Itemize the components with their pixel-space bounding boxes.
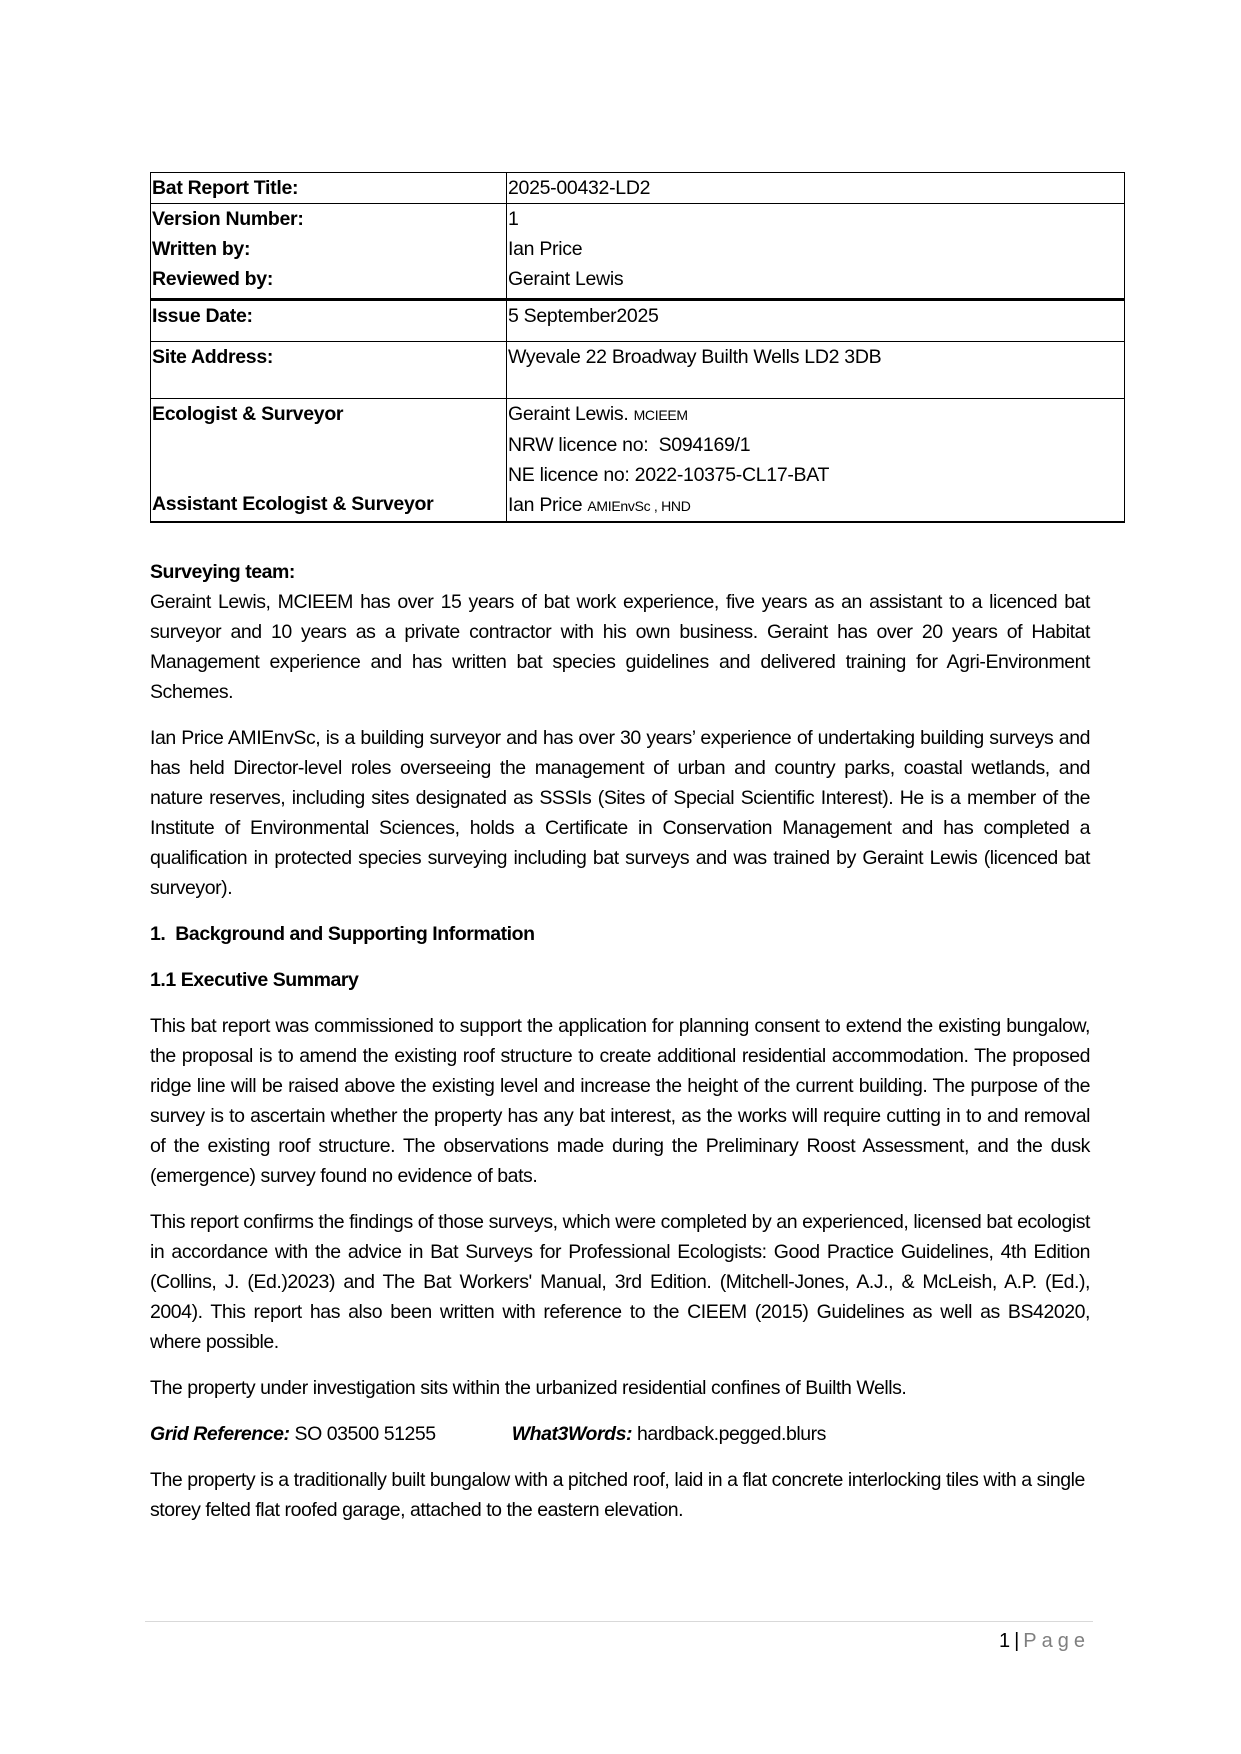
location-line	[150, 1419, 1090, 1449]
page-separator: |	[1014, 1630, 1020, 1652]
what3words-label: What3Words:	[511, 1423, 633, 1445]
assistant-ecologist-label: Assistant Ecologist & Surveyor	[152, 493, 434, 515]
ecologist-name: Geraint Lewis. MCIEEM	[508, 403, 688, 425]
assistant-ecologist-name: Ian Price AMIEnvSc , HND	[508, 494, 691, 516]
table-row	[151, 300, 1125, 342]
table-row	[151, 173, 1125, 204]
footer-divider	[145, 1621, 1093, 1622]
written-by-label: Written by:	[152, 238, 251, 260]
page-number: 1	[998, 1630, 1011, 1652]
executive-summary-paragraph: The property under investigation sits within the urbanized residential confines of Builth Wells.	[150, 1377, 907, 1399]
document-body	[150, 557, 1090, 1541]
written-by-value: Ian Price	[508, 238, 583, 260]
surveying-team-heading: Surveying team:	[150, 561, 295, 583]
what3words-value: hardback.pegged.blurs	[632, 1423, 826, 1445]
issue-date-label: Issue Date:	[151, 300, 507, 342]
site-address-value: Wyevale 22 Broadway Builth Wells LD2 3DB	[507, 342, 1125, 399]
table-row	[151, 204, 1125, 300]
table-row	[151, 399, 1125, 523]
table-row	[151, 342, 1125, 399]
ecologist-credentials: MCIEEM	[633, 407, 688, 423]
surveying-team-paragraph: Ian Price AMIEnvSc, is a building surveyor and has over 30 years’ experience of undertaking building surveys and has held Director-level roles overseeing the management of urban and country parks, coastal wetlands, and nature reserves, including sites designated as SSSIs (Sites of Special Scientific Interest). He is a member of the Institute of Environmental Sciences, holds a Certificate in Conservation Management and has completed a qualification in protected species surveying including bat surveys and was trained by Geraint Lewis (licenced bat surveyor).	[150, 727, 1090, 899]
report-title-value: 2025-00432-LD2	[507, 173, 1125, 204]
grid-reference-label: Grid Reference:	[150, 1423, 290, 1445]
ecologist-label: Ecologist & Surveyor	[152, 403, 344, 425]
grid-reference-value: SO 03500 51255	[289, 1423, 436, 1445]
issue-date-value: 5 September2025	[507, 300, 1125, 342]
section-heading: 1. Background and Supporting Information	[150, 923, 535, 945]
version-number-value: 1	[508, 208, 519, 230]
subsection-heading: 1.1 Executive Summary	[150, 969, 359, 991]
page-label: Page	[1023, 1630, 1090, 1652]
page-number-footer	[985, 1627, 1090, 1655]
reviewed-by-value: Geraint Lewis	[508, 268, 624, 290]
executive-summary-paragraph: This bat report was commissioned to support the application for planning consent to extend the existing bungalow, the proposal is to amend the existing roof structure to create additional residential accommodation. The proposed ridge line will be raised above the existing level and increase the height of the current building. The purpose of the survey is to ascertain whether the property has any bat interest, as the works will require cutting in to and removal of the existing roof structure. The observations made during the Preliminary Roost Assessment, and the dusk (emergence) survey found no evidence of bats.	[150, 1015, 1090, 1187]
report-title-label: Bat Report Title:	[151, 173, 507, 204]
version-number-label: Version Number:	[152, 208, 304, 230]
reviewed-by-label: Reviewed by:	[152, 268, 274, 290]
surveying-team-paragraph: Geraint Lewis, MCIEEM has over 15 years of bat work experience, five years as an assistant to a licenced bat surveyor and 10 years as a private contractor with his own business. Geraint has over 20 years of Habitat Management experience and has written bat species guidelines and delivered training for Agri-Environment Schemes.	[150, 591, 1090, 703]
ne-licence: NE licence no: 2022-10375-CL17-BAT	[508, 464, 830, 486]
report-info-table	[150, 172, 1125, 523]
property-description-paragraph: The property is a traditionally built bungalow with a pitched roof, laid in a flat concrete interlocking tiles with a single storey felted flat roofed garage, attached to the eastern elevation.	[150, 1469, 1085, 1521]
site-address-label: Site Address:	[151, 342, 507, 399]
assistant-credentials: AMIEnvSc , HND	[587, 498, 691, 514]
executive-summary-paragraph: This report confirms the findings of those surveys, which were completed by an experienced, licensed bat ecologist in accordance with the advice in Bat Surveys for Professional Ecologists: Good Practice Guidelines, 4th Edition (Collins, J. (Ed.)2023) and The Bat Workers' Manual, 3rd Edition. (Mitchell-Jones, A.J., & McLeish, A.P. (Ed.), 2004). This report has also been written with reference to the CIEEM (2015) Guidelines as well as BS42020, where possible.	[150, 1211, 1090, 1353]
nrw-licence: NRW licence no: S094169/1	[508, 434, 751, 456]
